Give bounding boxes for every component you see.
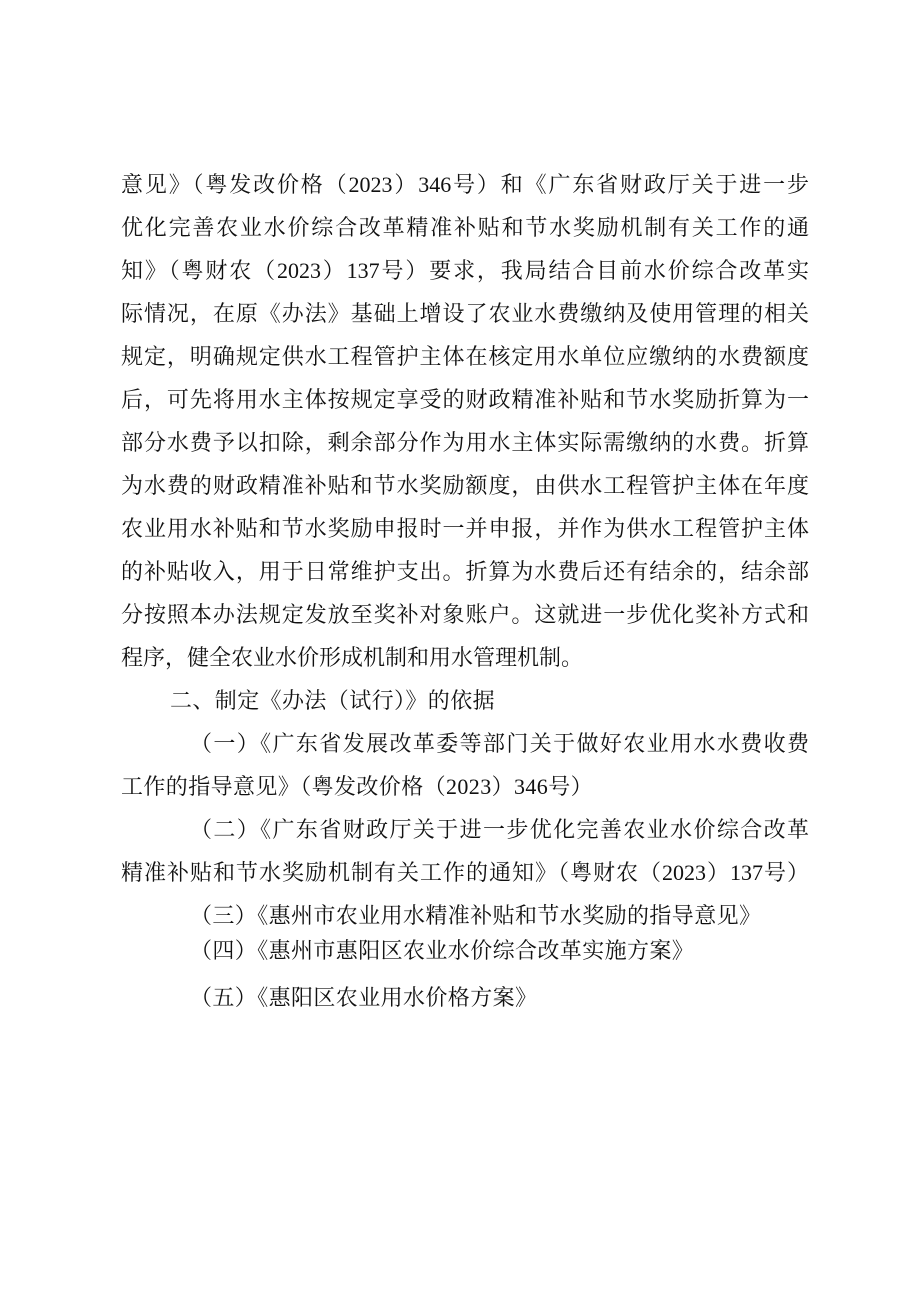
reference-item-line: （三）《惠州市农业用水精准补贴和节水奖励的指导意见》 [190,903,762,928]
paragraph-line: 规定，明确规定供水工程管护主体在核定用水单位应缴纳的水费额度 [121,344,809,369]
reference-item-line: （四）《惠州市惠阳区农业水价综合改革实施方案》 [190,938,695,963]
paragraph-line: 为水费的财政精准补贴和节水奖励额度，由供水工程管护主体在年度 [121,473,809,498]
reference-item [121,808,809,894]
paragraph-line: 程序，健全农业水价形成机制和用水管理机制。 [121,645,584,670]
paragraph-line: 的补贴收入，用于日常维护支出。折算为水费后还有结余的，结余部 [121,559,809,584]
document-body [121,163,809,1019]
paragraph-line: 意见》（粤发改价格（2023）346号）和《广东省财政厅关于进一步 [121,172,809,197]
paragraph-line: 农业用水补贴和节水奖励申报时一并申报，并作为供水工程管护主体 [121,516,809,541]
reference-item-line: 工作的指导意见》（粤发改价格（2023）346号） [121,774,594,799]
reference-list [121,722,809,1019]
reference-item-line: 精准补贴和节水奖励机制有关工作的通知》（粤财农（2023）137号） [121,860,809,885]
paragraph-line: 际情况，在原《办法》基础上增设了农业水费缴纳及使用管理的相关 [121,301,809,326]
section-heading: 二、制定《办法（试行）》的依据 [170,688,496,713]
reference-item [121,722,809,808]
body-paragraph [121,163,809,679]
reference-item-line: （二）《广东省财政厅关于进一步优化完善农业水价综合改革 [190,817,809,842]
reference-item-line: （五）《惠阳区农业用水价格方案》 [190,985,538,1010]
paragraph-line: 部分水费予以扣除，剩余部分作为用水主体实际需缴纳的水费。折算 [121,430,809,455]
paragraph-line: 优化完善农业水价综合改革精准补贴和节水奖励机制有关工作的通 [121,215,809,240]
paragraph-line: 分按照本办法规定发放至奖补对象账户。这就进一步优化奖补方式和 [121,602,809,627]
paragraph-line: 知》（粤财农（2023）137号）要求，我局结合目前水价综合改革实 [121,258,809,283]
reference-item-line: （一）《广东省发展改革委等部门关于做好农业用水水费收费 [190,731,809,756]
reference-item [121,976,809,1019]
paragraph-line: 后，可先将用水主体按规定享受的财政精准补贴和节水奖励折算为一 [121,387,809,412]
